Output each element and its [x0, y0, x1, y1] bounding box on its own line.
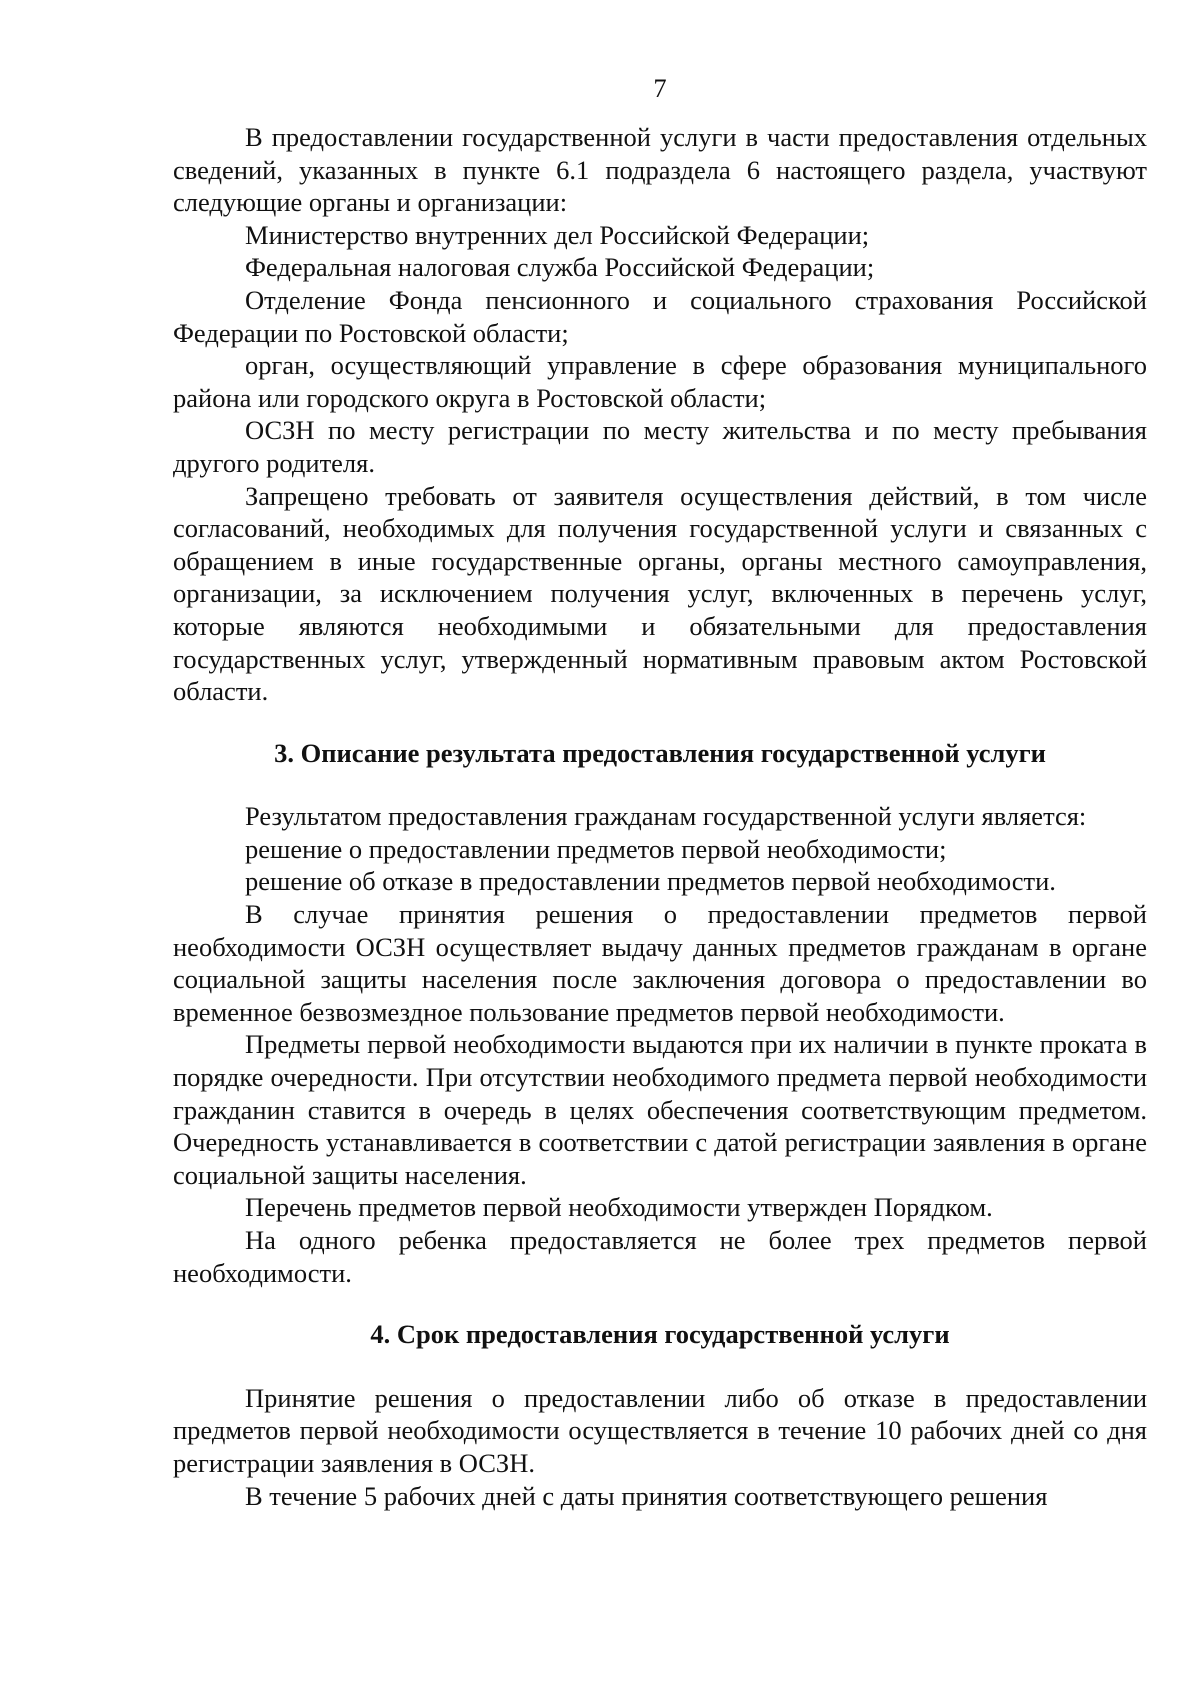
section-3-heading: 3. Описание результата предоставления государственной услуги — [274, 737, 1046, 768]
paragraph: В предоставлении государственной услуги в части предоставления отдельных сведений, указанных в пункте 6.1 подраздела 6 настоящего раздела, участвуют следующие органы и организации: — [173, 122, 1147, 218]
paragraph: орган, осуществляющий управление в сфере образования муниципального района или городского округа в Ростовской области; — [173, 350, 1147, 413]
paragraph: Запрещено требовать от заявителя осуществления действий, в том числе согласований, необходимых для получения государственной услуги и связанных с обращением в иные государственные органы, органы местного самоуправления, организации, за исключением получения услуг, включенных в перечень услуг, которые являются необходимыми и обязательными для предоставления государственных услуг, утвержденный нормативным правовым актом Ростовской области. — [173, 480, 1147, 707]
section-3-body — [173, 800, 1147, 1289]
paragraph: решение об отказе в предоставлении предметов первой необходимости. — [245, 866, 1056, 897]
paragraph: В случае принятия решения о предоставлении предметов первой необходимости ОСЗН осуществляет выдачу данных предметов гражданам в органе социальной защиты населения после заключения договора о предоставлении во временное безвозмездное пользование предметов первой необходимости. — [173, 899, 1147, 1027]
paragraph: Перечень предметов первой необходимости утвержден Порядком. — [245, 1192, 993, 1223]
paragraph: На одного ребенка предоставляется не более трех предметов первой необходимости. — [173, 1225, 1147, 1288]
section-4-heading: 4. Срок предоставления государственной услуги — [370, 1319, 950, 1350]
page-number: 7 — [653, 73, 667, 103]
paragraph: ОСЗН по месту регистрации по месту жительства и по месту пребывания другого родителя. — [173, 415, 1147, 478]
paragraph: Предметы первой необходимости выдаются при их наличии в пункте проката в порядке очередности. При отсутствии необходимого предмета первой необходимости гражданин ставится в очередь в целях обеспечения соответствующим предметом. Очередность устанавливается в соответствии с датой регистрации заявления в органе социальной защиты населения. — [173, 1029, 1147, 1190]
document-page — [173, 68, 1147, 1512]
section-2-tail — [173, 121, 1147, 708]
paragraph: В течение 5 рабочих дней с даты принятия соответствующего решения — [245, 1480, 1048, 1511]
paragraph: решение о предоставлении предметов первой необходимости; — [245, 833, 947, 864]
section-4-body — [173, 1382, 1147, 1512]
paragraph: Отделение Фонда пенсионного и социального страхования Российской Федерации по Ростовской области; — [173, 284, 1147, 348]
paragraph: Принятие решения о предоставлении либо об отказе в предоставлении предметов первой необходимости осуществляется в течение 10 рабочих дней со дня регистрации заявления в ОСЗН. — [173, 1382, 1147, 1478]
paragraph: Результатом предоставления гражданам государственной услуги является: — [245, 801, 1087, 832]
paragraph: Министерство внутренних дел Российской Федерации; — [245, 219, 870, 250]
paragraph: Федеральная налоговая служба Российской Федерации; — [245, 252, 875, 283]
